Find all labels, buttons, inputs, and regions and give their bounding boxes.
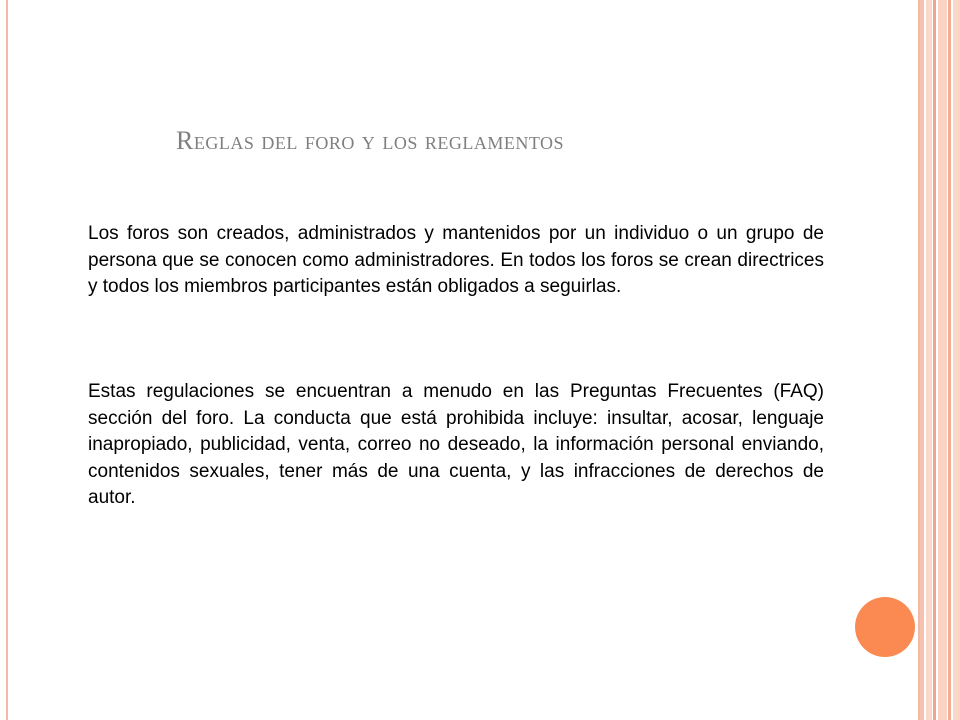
- slide-border-frame: [6, 0, 920, 720]
- stripe: [920, 0, 924, 720]
- stripe: [926, 0, 932, 720]
- decorative-stripes: [920, 0, 960, 720]
- slide-title: Reglas del foro y los reglamentos: [176, 126, 565, 155]
- body-paragraph-2: Estas regulaciones se encuentran a menudo en las Preguntas Frecuentes (FAQ) sección del foro. La conducta que está prohibida incluye: insultar, acosar, lenguaje inapropiado, publicidad, venta, correo no deseado, la información personal enviando, contenidos sexuales, tener más de una cuenta, y las infracciones de derechos de autor.: [88, 381, 824, 508]
- stripe: [953, 0, 960, 720]
- body-paragraph-1: Los foros son creados, administrados y mantenidos por un individuo o un grupo de persona que se conocen como administradores. En todos los foros se crean directrices y todos los miembros participantes están obligados a seguirlas.: [88, 223, 824, 297]
- stripe: [938, 0, 947, 720]
- stripe: [948, 0, 951, 720]
- decorative-circle: [855, 597, 915, 657]
- stripe: [933, 0, 936, 720]
